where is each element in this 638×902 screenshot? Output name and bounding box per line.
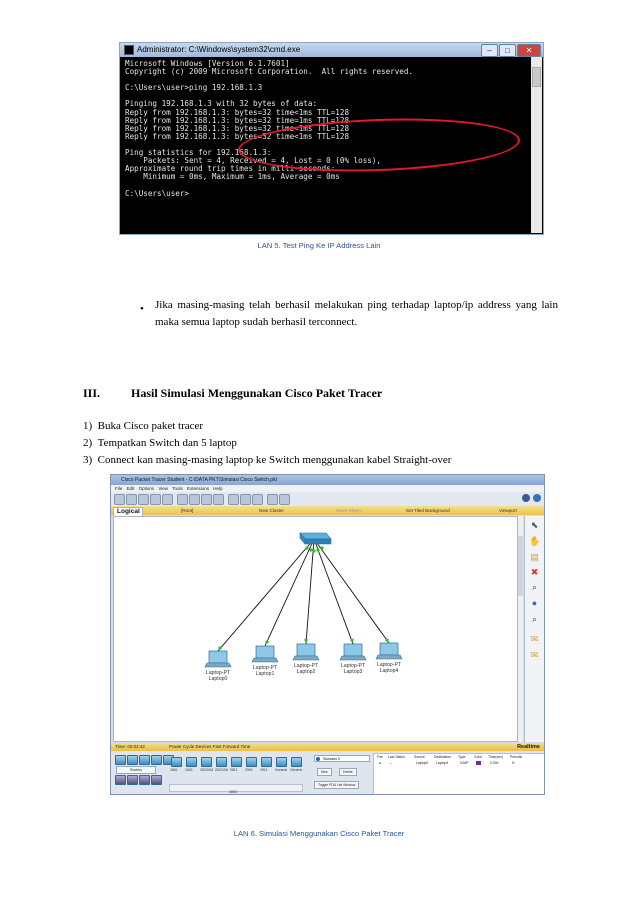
cable-laptop4 bbox=[314, 539, 389, 643]
pt-menu-bar bbox=[111, 485, 544, 492]
device-model-icon[interactable] bbox=[201, 757, 212, 767]
pdu-cell: N bbox=[512, 761, 515, 765]
cmd-screenshot bbox=[119, 42, 544, 235]
switch-icon[interactable] bbox=[300, 533, 331, 544]
step-number: 1) bbox=[83, 420, 93, 432]
minimize-icon[interactable]: – bbox=[481, 44, 498, 57]
caption-lan5: LAN 5. Test Ping Ke IP Address Lain bbox=[257, 241, 381, 250]
open-file-icon[interactable] bbox=[126, 494, 137, 505]
laptop-icon[interactable] bbox=[205, 651, 231, 667]
pt-workspace[interactable] bbox=[113, 516, 518, 742]
pt-nav-bar bbox=[111, 506, 544, 515]
pdu-header-cell: Time(sec) bbox=[488, 755, 503, 759]
new-file-icon[interactable] bbox=[114, 494, 125, 505]
palette-icon[interactable] bbox=[267, 494, 278, 505]
device-model-label: 2911 bbox=[260, 768, 268, 772]
sim-time: Time: 00:02:42 bbox=[115, 744, 145, 749]
menu-help[interactable]: Help bbox=[213, 486, 223, 491]
step-text: Tempatkan Switch dan 5 laptop bbox=[97, 437, 237, 449]
cmd-line: Copyright (c) 2009 Microsoft Corporation. All rights reserved. bbox=[125, 67, 414, 77]
cmd-line: Reply from 192.168.1.3: bytes=32 time=1ms TTL=128 bbox=[125, 115, 350, 125]
realtime-mode-tab[interactable]: Realtime bbox=[517, 744, 540, 750]
pdu-header-cell: Source bbox=[414, 755, 425, 759]
laptop-label: Laptop0 bbox=[208, 676, 228, 682]
cmd-line: Reply from 192.168.1.3: bytes=32 time<1ms TTL=128 bbox=[125, 123, 350, 133]
custom-made-icon[interactable] bbox=[139, 775, 150, 785]
bullet-icon: • bbox=[140, 303, 144, 315]
wan-emulation-icon[interactable] bbox=[127, 775, 138, 785]
copy-icon[interactable] bbox=[177, 494, 188, 505]
multiuser-icon[interactable] bbox=[151, 775, 162, 785]
zoom-in-icon[interactable] bbox=[228, 494, 239, 505]
scenario-icon bbox=[316, 757, 320, 761]
scroll-thumb[interactable] bbox=[518, 536, 523, 596]
cmd-line: Ping statistics for 192.168.1.3: bbox=[125, 148, 272, 158]
section-title: Hasil Simulasi Menggunakan Cisco Paket Tracer bbox=[131, 386, 383, 400]
scroll-thumb[interactable] bbox=[532, 67, 541, 87]
step-text: Connect kan masing-masing laptop ke Switch menggunakan kabel Straight-over bbox=[97, 454, 452, 466]
link-light bbox=[312, 549, 315, 552]
device-model-label: Generic bbox=[290, 768, 303, 772]
inspect-icon[interactable]: ⌕ bbox=[531, 582, 538, 592]
device-model-label: 1941 bbox=[185, 768, 193, 772]
pdu-list bbox=[373, 753, 545, 795]
topology-diagram bbox=[114, 517, 517, 741]
device-model-icon[interactable] bbox=[171, 757, 182, 767]
zoom-out-icon[interactable] bbox=[252, 494, 263, 505]
device-model-icon[interactable] bbox=[261, 757, 272, 767]
device-model-label: Generic bbox=[275, 768, 288, 772]
link-light bbox=[265, 640, 268, 643]
laptop-label: Laptop-PT bbox=[376, 662, 402, 668]
laptop-label: Laptop2 bbox=[296, 669, 316, 675]
link-light bbox=[320, 546, 323, 549]
add-simple-pdu-icon[interactable]: ✉ bbox=[530, 634, 539, 644]
redo-icon[interactable] bbox=[213, 494, 224, 505]
device-model-label: 2811 bbox=[230, 768, 238, 772]
laptop-icon[interactable] bbox=[252, 646, 278, 662]
pt-bottom-panel bbox=[111, 751, 544, 795]
custom-device-icon[interactable] bbox=[279, 494, 290, 505]
link-light bbox=[309, 548, 312, 551]
pdu-cell: 0.000 bbox=[490, 761, 499, 765]
menu-edit[interactable]: Edit bbox=[126, 486, 135, 491]
cmd-line: Minimum = 0ms, Maximum = 1ms, Average = 0ms bbox=[125, 172, 340, 182]
laptop-icon[interactable] bbox=[376, 643, 402, 659]
pdu-header-cell: Color bbox=[474, 755, 483, 759]
cmd-line: C:\Users\user>ping 192.168.1.3 bbox=[125, 83, 263, 93]
pdu-cell: Laptop0 bbox=[416, 761, 429, 765]
step-2 bbox=[83, 437, 237, 449]
save-icon[interactable] bbox=[138, 494, 149, 505]
tab-logical[interactable]: Logical bbox=[113, 507, 143, 519]
pt-title-bar: Cisco Packet Tracer Student - C:\DATA PKT\Simulasi Cisco Switch.pkt bbox=[111, 475, 544, 485]
link-light bbox=[385, 638, 388, 641]
step-1 bbox=[83, 420, 203, 432]
pdu-cell: -- bbox=[390, 761, 393, 765]
cmd-line: Packets: Sent = 4, Received = 4, Lost = 0 (0% loss), bbox=[125, 156, 382, 166]
nav-tiled-background[interactable]: Set Tiled Background bbox=[406, 508, 450, 513]
paste-icon[interactable] bbox=[189, 494, 200, 505]
window-controls bbox=[481, 44, 541, 56]
step-3 bbox=[83, 454, 451, 466]
move-layout-icon[interactable]: ✋ bbox=[529, 536, 541, 546]
pdu-color-swatch bbox=[476, 761, 481, 765]
laptop-label: Laptop3 bbox=[343, 669, 363, 675]
cmd-line: C:\Users\user> bbox=[125, 188, 190, 198]
bullet-text: Jika masing-masing telah berhasil melakukan ping terhadap laptop/ip address yang lain maka semua laptop sudah berhasil terconnect. bbox=[155, 299, 558, 328]
device-model-label: 2620XM bbox=[200, 768, 214, 772]
zoom-reset-icon[interactable] bbox=[240, 494, 251, 505]
laptop-label: Laptop4 bbox=[379, 668, 399, 674]
pdu-header-cell: Fire bbox=[377, 755, 383, 759]
pdu-header-cell: Destination bbox=[434, 755, 451, 759]
pdu-header-cell: Periodic bbox=[510, 755, 523, 759]
device-model-label: 2901 bbox=[245, 768, 253, 772]
device-model-icon[interactable] bbox=[291, 757, 302, 767]
caption-lan6: LAN 6. Simulasi Menggunakan Cisco Paket Tracer bbox=[233, 829, 405, 838]
cmd-title-text: Administrator: C:\Windows\system32\cmd.exe bbox=[137, 45, 301, 54]
step-number: 3) bbox=[83, 454, 93, 466]
device-model-icon[interactable] bbox=[276, 757, 287, 767]
menu-tools[interactable]: Tools bbox=[172, 486, 183, 491]
wireless-category-icon[interactable] bbox=[151, 755, 162, 765]
menu-extensions[interactable]: Extensions bbox=[186, 486, 209, 491]
device-model-label: 1841 bbox=[170, 768, 178, 772]
nav-viewport[interactable]: Viewport bbox=[499, 508, 517, 513]
device-model-icon[interactable] bbox=[186, 757, 197, 767]
device-name: 1841 bbox=[229, 790, 237, 794]
step-number: 2) bbox=[83, 437, 93, 449]
laptop-label: Laptop-PT bbox=[205, 670, 231, 676]
switch-category-icon[interactable] bbox=[127, 755, 138, 765]
wizard-icon[interactable] bbox=[162, 494, 173, 505]
pt-time-bar bbox=[111, 743, 544, 751]
pt-common-tools bbox=[524, 516, 545, 742]
device-model-label: 2621XM bbox=[215, 768, 229, 772]
cmd-line: Reply from 192.168.1.3: bytes=32 time<1ms TTL=128 bbox=[125, 131, 350, 141]
device-model-icon[interactable] bbox=[216, 757, 227, 767]
close-icon[interactable]: ✕ bbox=[517, 44, 541, 57]
delete-scenario-button[interactable]: Delete bbox=[339, 768, 357, 776]
pdu-cell: Laptop3 bbox=[436, 761, 449, 765]
cable-laptop0 bbox=[218, 539, 314, 651]
laptop-label: Laptop1 bbox=[255, 671, 275, 677]
link-light bbox=[304, 638, 307, 641]
link-light bbox=[350, 638, 353, 641]
draw-shape-icon[interactable]: ● bbox=[531, 598, 538, 608]
cmd-line: Reply from 192.168.1.3: bytes=32 time<1ms TTL=128 bbox=[125, 107, 350, 117]
router-category-icon[interactable] bbox=[115, 755, 126, 765]
info-icon[interactable] bbox=[533, 494, 541, 502]
cmd-scrollbar[interactable] bbox=[531, 57, 542, 233]
device-model-icon[interactable] bbox=[246, 757, 257, 767]
device-category-label: Routers bbox=[116, 766, 156, 774]
pdu-header-row bbox=[374, 755, 544, 760]
pdu-header-cell: Last Status bbox=[388, 755, 405, 759]
cmd-line: Approximate round trip times in milli-seconds: bbox=[125, 164, 336, 174]
cmd-line: Pinging 192.168.1.3 with 32 bytes of data: bbox=[125, 99, 318, 109]
cmd-line: Microsoft Windows [Version 6.1.7601] bbox=[125, 59, 290, 68]
laptop-label: Laptop-PT bbox=[293, 663, 319, 669]
toggle-pdu-list-button[interactable]: Toggle PDU List Window bbox=[314, 781, 359, 789]
add-complex-pdu-icon[interactable]: ✉ bbox=[530, 650, 539, 660]
select-icon[interactable]: ⬉ bbox=[530, 520, 539, 530]
cmd-title-bar bbox=[120, 43, 543, 57]
pdu-header-cell: Type bbox=[458, 755, 466, 759]
section-number: III. bbox=[83, 386, 101, 400]
cmd-icon bbox=[124, 45, 134, 55]
print-icon[interactable] bbox=[150, 494, 161, 505]
laptop-icon[interactable] bbox=[293, 644, 319, 660]
section-heading bbox=[83, 386, 382, 401]
place-note-icon[interactable]: ▤ bbox=[530, 552, 539, 562]
laptop-label: Laptop-PT bbox=[252, 665, 278, 671]
laptop-label: Laptop-PT bbox=[340, 663, 366, 669]
resize-shape-icon[interactable]: ⌕ bbox=[531, 614, 538, 624]
packet-tracer-screenshot bbox=[110, 474, 545, 795]
pdu-cell: ICMP bbox=[460, 761, 469, 765]
scenario-select[interactable]: Scenario 0 bbox=[314, 755, 370, 762]
delete-icon[interactable]: ✖ bbox=[530, 567, 539, 577]
menu-file[interactable]: File bbox=[115, 486, 123, 491]
undo-icon[interactable] bbox=[201, 494, 212, 505]
nav-move-object[interactable]: Move Object bbox=[336, 508, 362, 513]
step-text: Buka Cisco paket tracer bbox=[97, 420, 204, 432]
pt-toolbar bbox=[111, 492, 544, 507]
pdu-cell: ● bbox=[379, 761, 382, 765]
menu-view[interactable]: View bbox=[158, 486, 169, 491]
help-icon[interactable] bbox=[522, 494, 530, 502]
pt-vertical-scrollbar[interactable] bbox=[518, 516, 523, 742]
device-model-icon[interactable] bbox=[231, 757, 242, 767]
pdu-row[interactable] bbox=[374, 761, 544, 766]
power-cycle-button[interactable]: Power Cycle Devices Fast Forward Time bbox=[169, 744, 251, 749]
link-light bbox=[218, 646, 221, 649]
nav-root[interactable]: [Root] bbox=[181, 508, 194, 513]
link-light bbox=[316, 548, 319, 551]
end-devices-icon[interactable] bbox=[115, 775, 126, 785]
nav-new-cluster[interactable]: New Cluster bbox=[259, 508, 285, 513]
link-light bbox=[305, 546, 308, 549]
cable-laptop3 bbox=[314, 539, 353, 644]
menu-options[interactable]: Options bbox=[138, 486, 155, 491]
laptop-icon[interactable] bbox=[340, 644, 366, 660]
hub-category-icon[interactable] bbox=[139, 755, 150, 765]
maximize-icon[interactable]: □ bbox=[499, 44, 516, 57]
new-scenario-button[interactable]: New bbox=[317, 768, 332, 776]
